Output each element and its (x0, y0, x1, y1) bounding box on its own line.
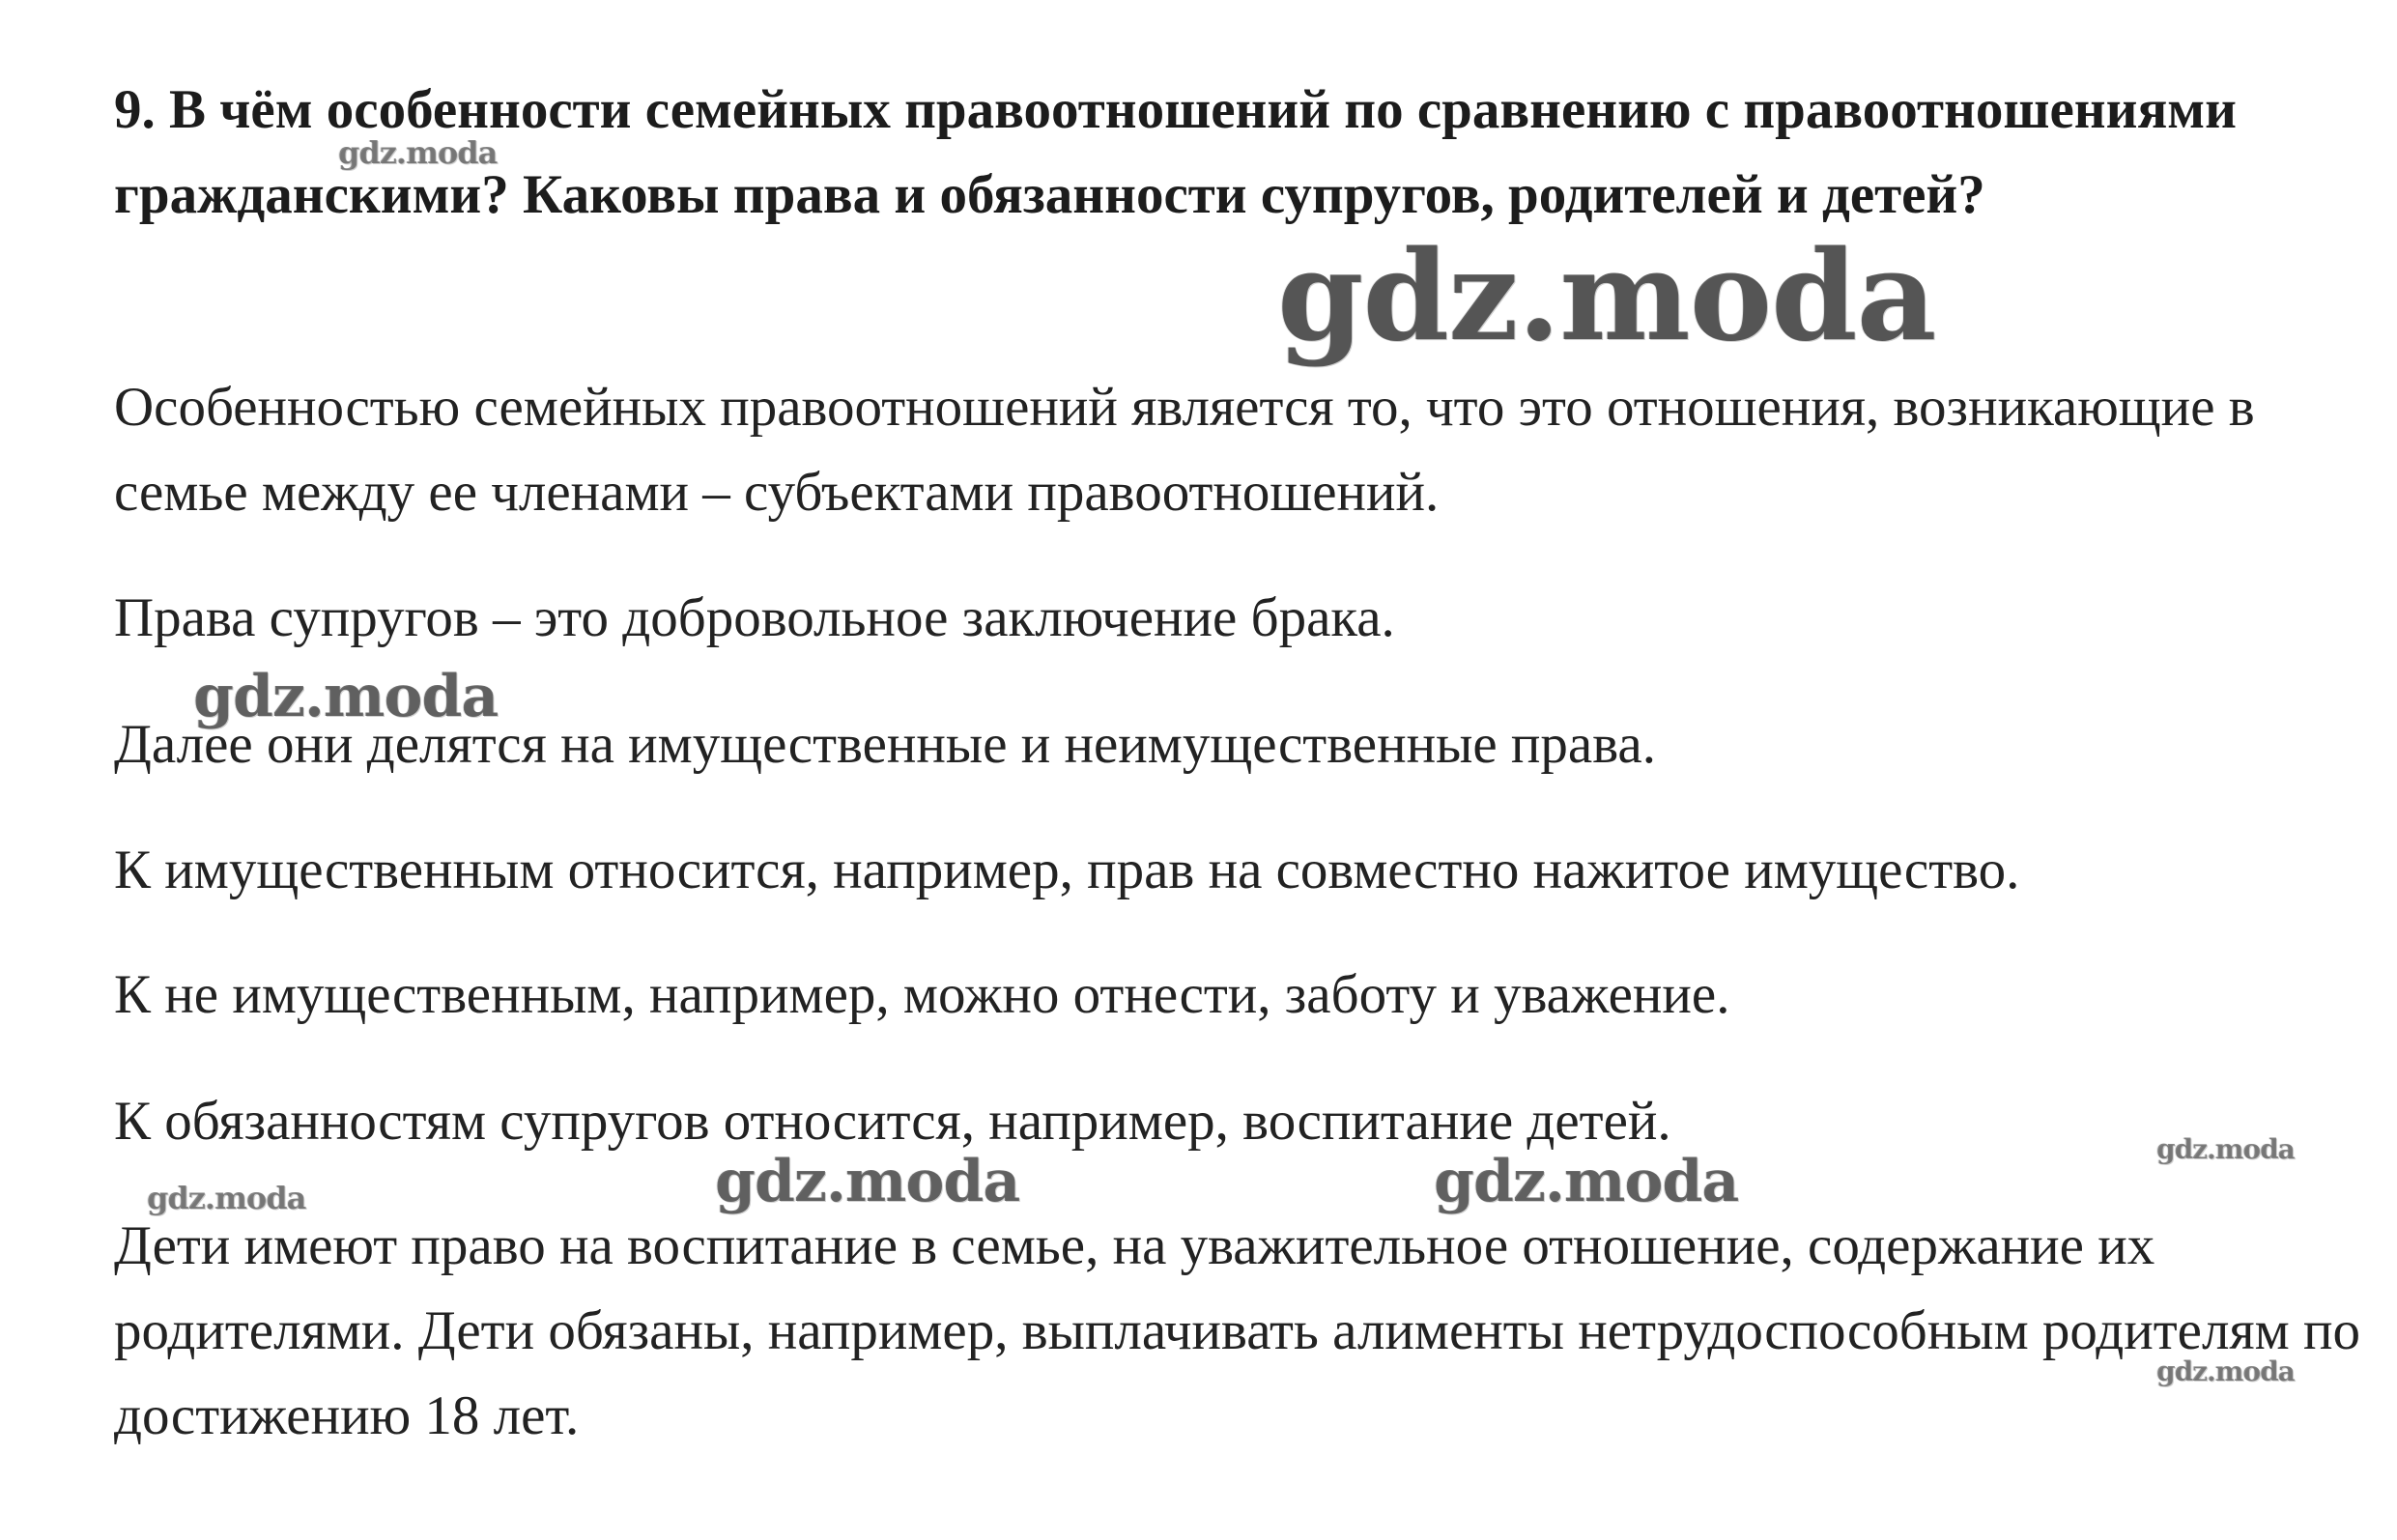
watermark-medium-3: gdz.moda (1434, 1148, 1739, 1215)
answer-paragraph-3: Далее они делятся на имущественные и неимущественные права. (114, 714, 1656, 775)
answer-paragraph-5: К не имущественным, например, можно отнести, заботу и уважение. (114, 964, 1730, 1025)
question-heading: 9. В чём особенности семейных правоотношений по сравнению с правоотношениями гражданскими? Каковы права и обязанности супругов, родителей и детей? (114, 79, 2237, 225)
watermark-medium-2: gdz.moda (715, 1148, 1020, 1215)
answer-paragraph-6: К обязанностям супругов относится, например, воспитание детей. (114, 1091, 1671, 1152)
watermark-large: gdz.moda (1277, 224, 1936, 369)
answer-paragraph-7: Дети имеют право на воспитание в семье, на уважительное отношение, содержание их родителями. Дети обязаны, например, выплачивать алименты нетрудоспособным родителям по достижению 18 лет. (114, 1215, 2360, 1446)
answer-paragraph-4: К имущественным относится, например, прав на совместно нажитое имущество. (114, 840, 2020, 900)
watermark-small-4: gdz.moda (2156, 1355, 2295, 1387)
watermark-small-3: gdz.moda (2156, 1133, 2295, 1165)
watermark-medium-1: gdz.moda (193, 663, 499, 730)
watermark-small-1: gdz.moda (338, 134, 498, 171)
answer-paragraph-2: Права супругов – это добровольное заключение брака. (114, 587, 1395, 648)
watermark-small-2: gdz.moda (147, 1180, 306, 1216)
answer-paragraph-1: Особенностью семейных правоотношений является то, что это отношения, возникающие в семье между ее членами – субъектами правоотношений. (114, 377, 2255, 523)
